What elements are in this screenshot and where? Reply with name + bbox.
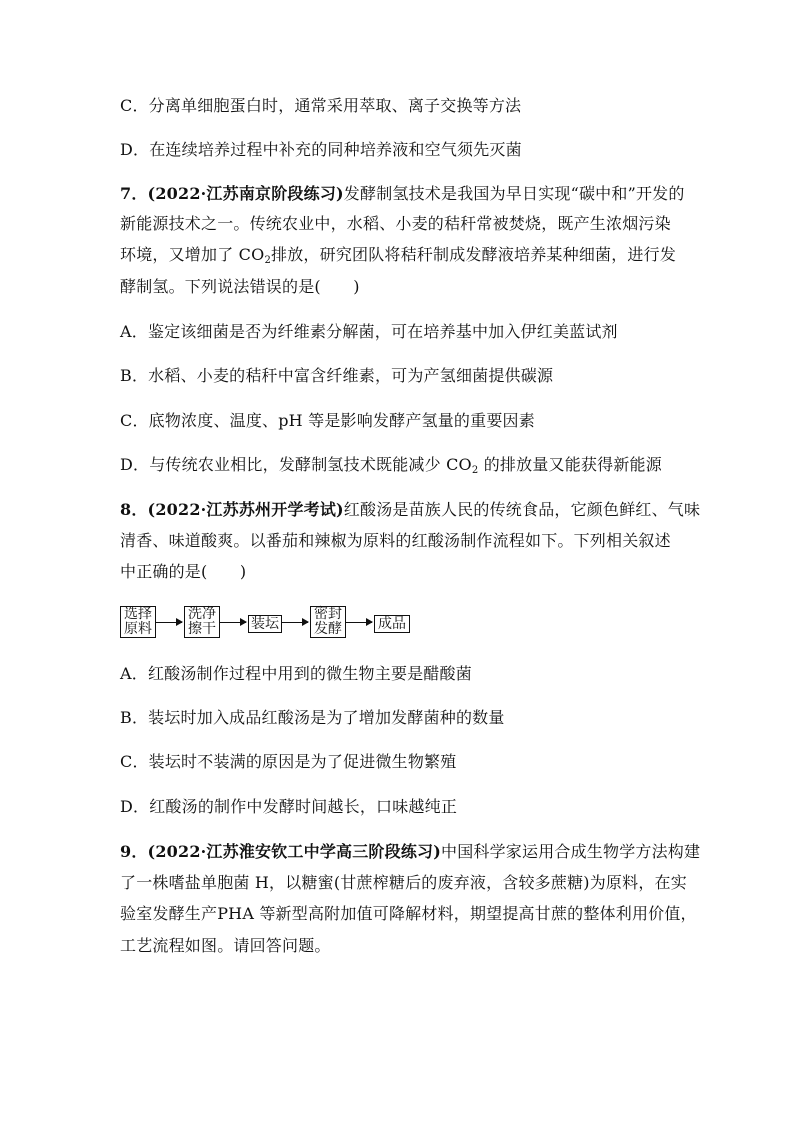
q6-option-d: D．在连续培养过程中补充的同种培养液和空气须先灭菌 [120, 140, 522, 159]
q9-stem-text: 中国科学家运用合成生物学方法构建 [441, 842, 701, 861]
q7-line3-a: 环境，又增加了 CO [120, 245, 265, 264]
flow-arrow-icon [156, 622, 182, 623]
q8-stem-line3: 中正确的是( ) [120, 562, 247, 581]
q7-stem-line4: 酵制氢。下列说法错误的是( ) [120, 277, 360, 296]
q8-number: 8． [120, 500, 148, 519]
flow-arrow-icon [346, 622, 372, 623]
flow-step-jar-filling [248, 615, 282, 633]
q7-line3-b: 排放，研究团队将秸秆制成发酵液培养某种细菌，进行发 [271, 245, 677, 264]
q9-stem-line1 [120, 842, 701, 862]
flow-arrow-icon [282, 622, 308, 623]
flow-step-wash-dry [184, 606, 220, 638]
q7-option-c: C．底物浓度、温度、pH 等是影响发酵产氢量的重要因素 [120, 411, 535, 430]
q7-stem-line3 [120, 245, 680, 265]
q8-stem-text: 红酸汤是苗族人民的传统食品，它颜色鲜红、气味 [343, 500, 701, 519]
q7-optd-b: 的排放量又能获得新能源 [478, 455, 662, 474]
flow-step4-line2: 发酵 [314, 621, 342, 637]
flow-step-seal-ferment [310, 606, 346, 638]
q9-stem-line2: 了一株嗜盐单胞菌 H，以糖蜜(甘蔗榨糖后的废弃液，含较多蔗糖)为原料，在实 [120, 873, 687, 892]
q9-stem-line4: 工艺流程如图。请回答问题。 [120, 936, 331, 955]
q8-stem-line1 [120, 500, 701, 520]
flow-step-select-materials [120, 606, 156, 638]
q7-option-a: A．鉴定该细菌是否为纤维素分解菌，可在培养基中加入伊红美蓝试剂 [120, 322, 618, 341]
flow-step2-line2: 擦干 [188, 621, 216, 637]
flow-step1-line1: 选择 [124, 606, 152, 622]
process-flow-diagram [120, 606, 420, 640]
q7-stem-text: 发酵制氢技术是我国为早日实现“碳中和”开发的 [343, 184, 685, 203]
flow-step2-line1: 洗净 [188, 606, 216, 622]
flow-step1-line2: 原料 [124, 621, 152, 637]
q7-source: (2022·江苏南京阶段练习) [147, 184, 344, 203]
q9-stem-line3: 验室发酵生产PHA 等新型高附加值可降解材料，期望提高甘蔗的整体利用价值， [120, 904, 697, 923]
q8-option-a: A．红酸汤制作过程中用到的微生物主要是醋酸菌 [120, 664, 472, 683]
q7-option-d [120, 455, 680, 475]
flow-step5-label: 成品 [378, 615, 406, 632]
flow-step3-label: 装坛 [251, 615, 279, 632]
q8-option-b: B．装坛时加入成品红酸汤是为了增加发酵菌种的数量 [120, 708, 505, 727]
q8-option-c: C．装坛时不装满的原因是为了促进微生物繁殖 [120, 752, 457, 771]
q7-line3-sub: 2 [264, 255, 272, 266]
q7-optd-sub: 2 [471, 465, 479, 476]
q8-option-d: D．红酸汤的制作中发酵时间越长，口味越纯正 [120, 797, 458, 816]
q9-number: 9． [120, 842, 148, 861]
q9-source: (2022·江苏淮安钦工中学高三阶段练习) [147, 842, 441, 861]
q8-stem-line2: 清香、味道酸爽。以番茄和辣椒为原料的红酸汤制作流程如下。下列相关叙述 [120, 531, 671, 550]
flow-step-product [374, 615, 410, 633]
q6-option-c: C．分离单细胞蛋白时，通常采用萃取、离子交换等方法 [120, 96, 522, 115]
flow-arrow-icon [220, 622, 246, 623]
q7-option-b: B．水稻、小麦的秸秆中富含纤维素，可为产氢细菌提供碳源 [120, 366, 554, 385]
q7-optd-a: D．与传统农业相比，发酵制氢技术既能减少 CO [120, 455, 472, 474]
q8-source: (2022·江苏苏州开学考试) [147, 500, 344, 519]
q7-number: 7． [120, 184, 148, 203]
q7-stem-line1 [120, 184, 685, 204]
q7-stem-line2: 新能源技术之一。传统农业中，水稻、小麦的秸秆常被焚烧，既产生浓烟污染 [120, 214, 671, 233]
flow-step4-line1: 密封 [314, 606, 342, 622]
